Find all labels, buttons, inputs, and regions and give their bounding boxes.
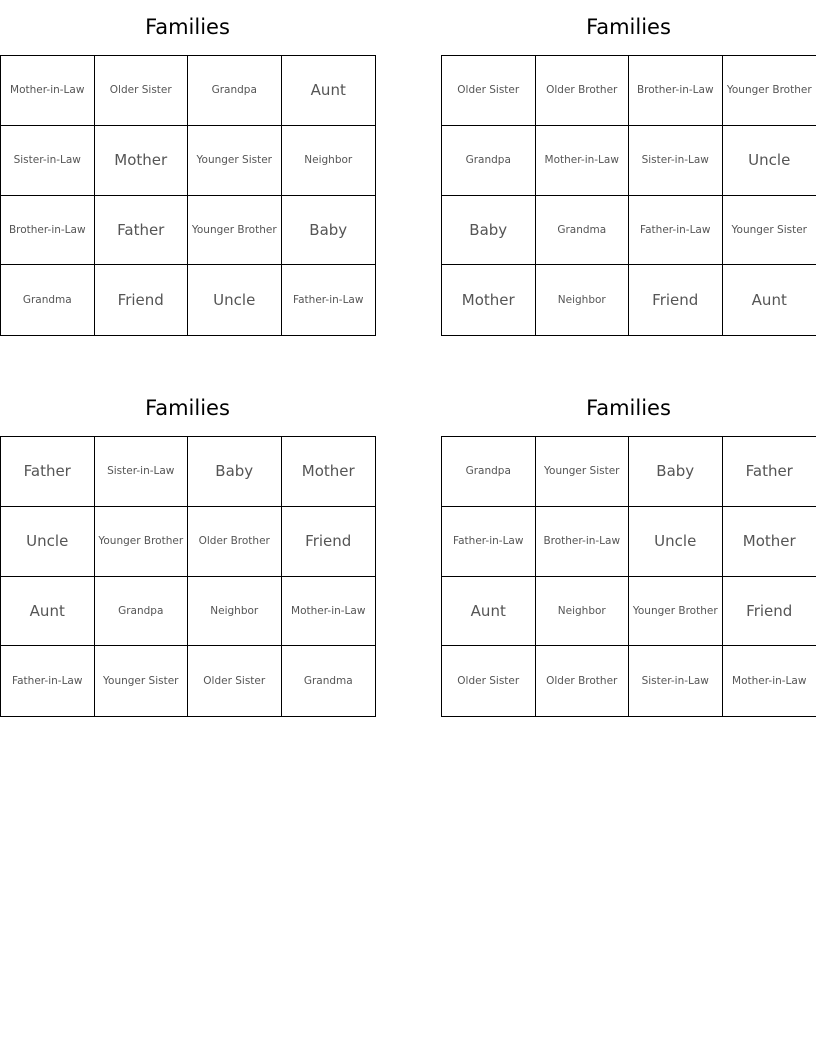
bingo-cell: Sister-in-Law (95, 437, 189, 507)
bingo-cell: Friend (282, 507, 376, 577)
bingo-cell: Baby (282, 196, 376, 266)
bingo-cell: Younger Brother (95, 507, 189, 577)
bingo-cell: Aunt (442, 577, 536, 647)
bingo-cell: Sister-in-Law (629, 646, 723, 716)
bingo-cell: Friend (629, 265, 723, 335)
bingo-cell: Sister-in-Law (1, 126, 95, 196)
bingo-cell: Older Brother (188, 507, 282, 577)
bingo-cell: Uncle (188, 265, 282, 335)
bingo-cell: Older Sister (188, 646, 282, 716)
bingo-cell: Aunt (282, 56, 376, 126)
bingo-cell: Grandma (303, 675, 353, 688)
bingo-cell: Father (723, 437, 816, 507)
card-title: Families (145, 396, 230, 420)
bingo-cell: Older Sister (442, 646, 536, 716)
bingo-cell: Uncle (629, 507, 723, 577)
bingo-cell: Grandpa (95, 577, 189, 647)
bingo-cell: Grandma (536, 196, 630, 266)
bingo-cell: Father (1, 437, 95, 507)
bingo-cell: Mother-in-Law (282, 577, 376, 647)
bingo-cell: Younger Sister (536, 437, 630, 507)
bingo-cell: Grandpa (442, 126, 536, 196)
bingo-cell: Brother-in-Law (1, 196, 95, 266)
bingo-cell: Neighbor (536, 577, 630, 647)
bingo-cell: Mother (723, 507, 816, 577)
bingo-cell: Baby (629, 437, 723, 507)
bingo-cell: Aunt (751, 291, 787, 310)
bingo-cell: Younger Sister (95, 646, 189, 716)
bingo-cell: Older Brother (536, 646, 630, 716)
bingo-cell: Mother (282, 437, 376, 507)
bingo-cell: Friend (723, 577, 816, 647)
bingo-cell: Brother-in-Law (629, 56, 723, 126)
bingo-cell: Mother-in-Law (732, 675, 807, 688)
bingo-cell: Younger Brother (629, 577, 723, 647)
bingo-cell: Older Sister (95, 56, 189, 126)
bingo-grid (441, 55, 816, 336)
card-title: Families (145, 15, 230, 39)
bingo-cell: Neighbor (188, 577, 282, 647)
bingo-cell: Younger Sister (188, 126, 282, 196)
bingo-cell: Mother (442, 265, 536, 335)
bingo-cell: Father-in-Law (293, 294, 364, 307)
bingo-cell: Baby (442, 196, 536, 266)
bingo-cell: Mother-in-Law (1, 56, 95, 126)
bingo-cell: Sister-in-Law (629, 126, 723, 196)
bingo-cell: Younger Brother (723, 56, 816, 126)
bingo-cell: Uncle (723, 126, 816, 196)
card-title: Families (586, 15, 671, 39)
bingo-cell: Neighbor (536, 265, 630, 335)
bingo-cell: Aunt (1, 577, 95, 647)
bingo-cell: Brother-in-Law (536, 507, 630, 577)
bingo-cell: Father (95, 196, 189, 266)
bingo-cell: Younger Brother (188, 196, 282, 266)
bingo-cell: Neighbor (282, 126, 376, 196)
bingo-cell: Father-in-Law (1, 646, 95, 716)
bingo-cell: Grandpa (188, 56, 282, 126)
bingo-cell: Mother-in-Law (536, 126, 630, 196)
bingo-grid (441, 436, 816, 717)
bingo-cell: Older Brother (536, 56, 630, 126)
bingo-cell: Mother (95, 126, 189, 196)
bingo-cell: Father-in-Law (629, 196, 723, 266)
bingo-grid (0, 436, 376, 717)
bingo-cell: Baby (188, 437, 282, 507)
bingo-cell: Father-in-Law (442, 507, 536, 577)
bingo-cell: Grandpa (442, 437, 536, 507)
card-title: Families (586, 396, 671, 420)
bingo-cell: Grandma (1, 265, 95, 335)
bingo-cell: Friend (95, 265, 189, 335)
bingo-cell: Older Sister (442, 56, 536, 126)
bingo-cell: Uncle (1, 507, 95, 577)
bingo-grid (0, 55, 376, 336)
bingo-cell: Younger Sister (723, 196, 816, 266)
